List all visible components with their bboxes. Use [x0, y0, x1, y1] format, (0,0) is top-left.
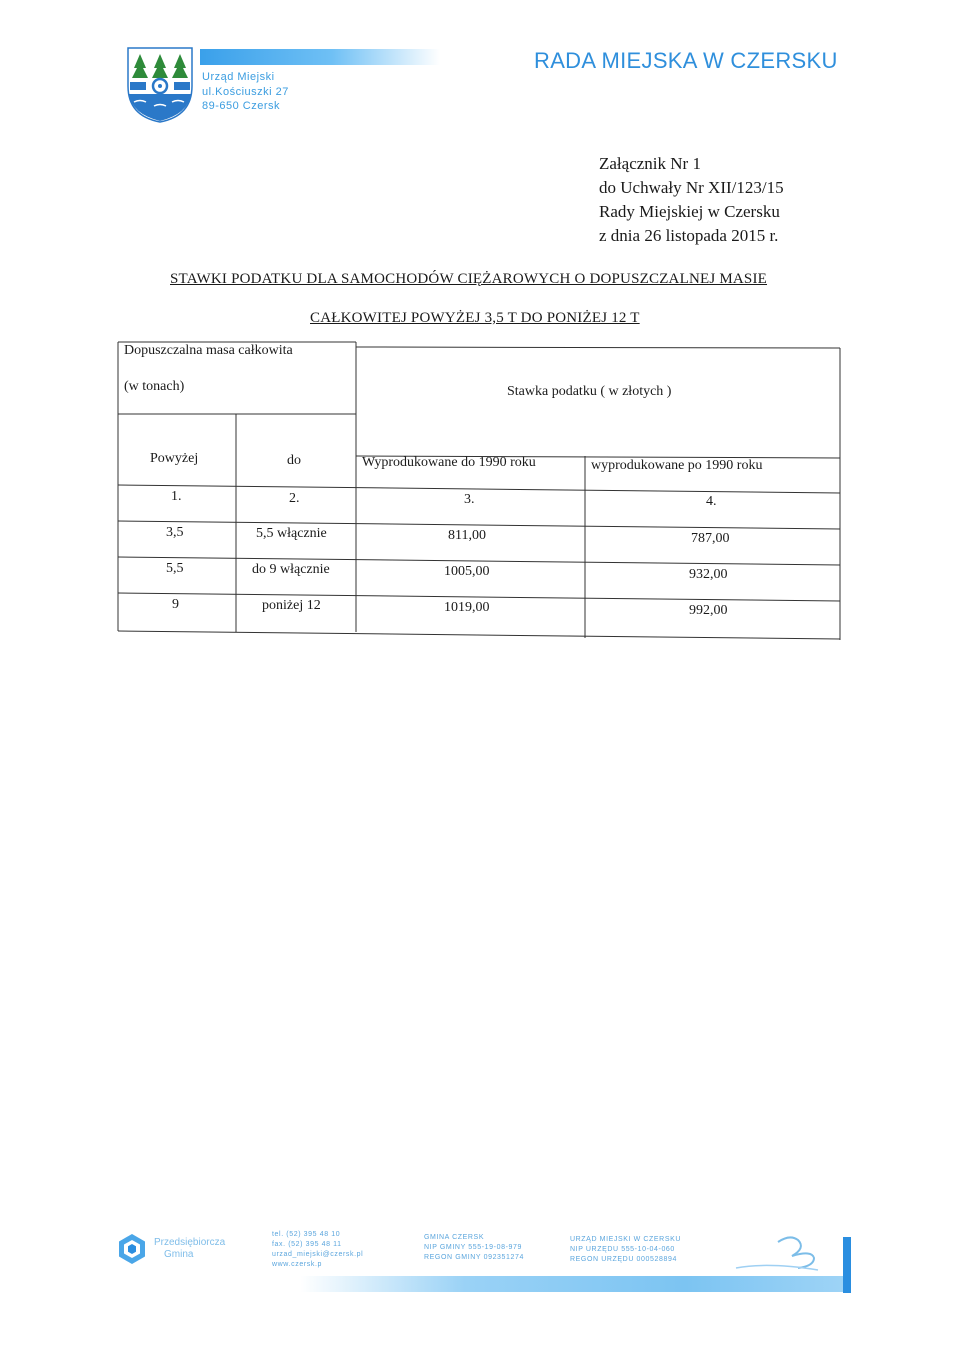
- footer-gmina-regon: REGON GMINY 092351274: [424, 1254, 525, 1261]
- footer-edge-bar: [843, 1237, 851, 1293]
- row-1-after: 787,00: [691, 531, 730, 546]
- footer-hexagon-logo: [116, 1233, 148, 1265]
- col-number-2: 2.: [289, 491, 300, 506]
- row-1-above: 3,5: [166, 525, 184, 540]
- footer-office-nip: NIP URZĘDU 555-10-04-060: [570, 1246, 675, 1253]
- col-number-4: 4.: [706, 494, 717, 509]
- office-name: Urząd Miejski: [202, 71, 275, 83]
- footer-accent-bar: [300, 1276, 850, 1292]
- mass-header: Dopuszczalna masa całkowita: [124, 343, 293, 358]
- footer-website: www.czersk.p: [272, 1261, 322, 1268]
- col-header-after-1990: wyprodukowane po 1990 roku: [591, 458, 763, 473]
- col-number-3: 3.: [464, 492, 475, 507]
- row-3-before: 1019,00: [444, 600, 490, 615]
- doc-title-line-2: CAŁKOWITEJ POWYŻEJ 3,5 T DO PONIŻEJ 12 T: [310, 310, 640, 326]
- doc-title-line-1: STAWKI PODATKU DLA SAMOCHODÓW CIĘŻAROWYCH O DOPUSZCZALNEJ MASIE: [170, 271, 768, 287]
- row-2-to: do 9 włącznie: [252, 562, 330, 577]
- annex-date: z dnia 26 listopada 2015 r.: [599, 226, 779, 245]
- row-2-before: 1005,00: [444, 564, 490, 579]
- row-3-to: poniżej 12: [262, 598, 321, 613]
- footer-office-name: URZĄD MIEJSKI W CZERSKU: [570, 1236, 682, 1243]
- rate-header: Stawka podatku ( w złotych ): [507, 384, 672, 399]
- col-header-to: do: [287, 453, 301, 468]
- footer-gmina-name: GMINA CZERSK: [424, 1234, 485, 1241]
- row-3-above: 9: [172, 597, 179, 612]
- col-header-above: Powyżej: [150, 451, 199, 466]
- row-2-after: 932,00: [689, 567, 728, 582]
- row-1-to: 5,5 włącznie: [256, 526, 327, 541]
- col-number-1: 1.: [171, 489, 182, 504]
- footer-brand-line-1: Przedsiębiorcza: [154, 1237, 226, 1248]
- row-1-before: 811,00: [448, 528, 486, 543]
- row-2-above: 5,5: [166, 561, 184, 576]
- annex-number: Załącznik Nr 1: [599, 154, 701, 173]
- office-city: 89-650 Czersk: [202, 100, 281, 112]
- col-header-before-1990: Wyprodukowane do 1990 roku: [362, 455, 536, 470]
- office-street: ul.Kościuszki 27: [202, 86, 289, 98]
- row-3-after: 992,00: [689, 603, 728, 618]
- footer-fax: fax. (52) 395 48 11: [272, 1241, 342, 1248]
- footer-brand-line-2: Gmina: [164, 1249, 194, 1260]
- council-title: RADA MIEJSKA W CZERSKU: [534, 48, 838, 73]
- footer-swirl-mark: [728, 1232, 828, 1276]
- footer-office-regon: REGON URZĘDU 000528894: [570, 1256, 677, 1263]
- footer-phone: tel. (52) 395 48 10: [272, 1231, 341, 1238]
- footer-gmina-nip: NIP GMINY 555-19-08-979: [424, 1244, 522, 1251]
- annex-council: Rady Miejskiej w Czersku: [599, 202, 780, 221]
- footer-email: urzad_miejski@czersk.pl: [272, 1251, 364, 1258]
- annex-resolution: do Uchwały Nr XII/123/15: [599, 178, 784, 197]
- mass-unit-header: (w tonach): [124, 379, 185, 394]
